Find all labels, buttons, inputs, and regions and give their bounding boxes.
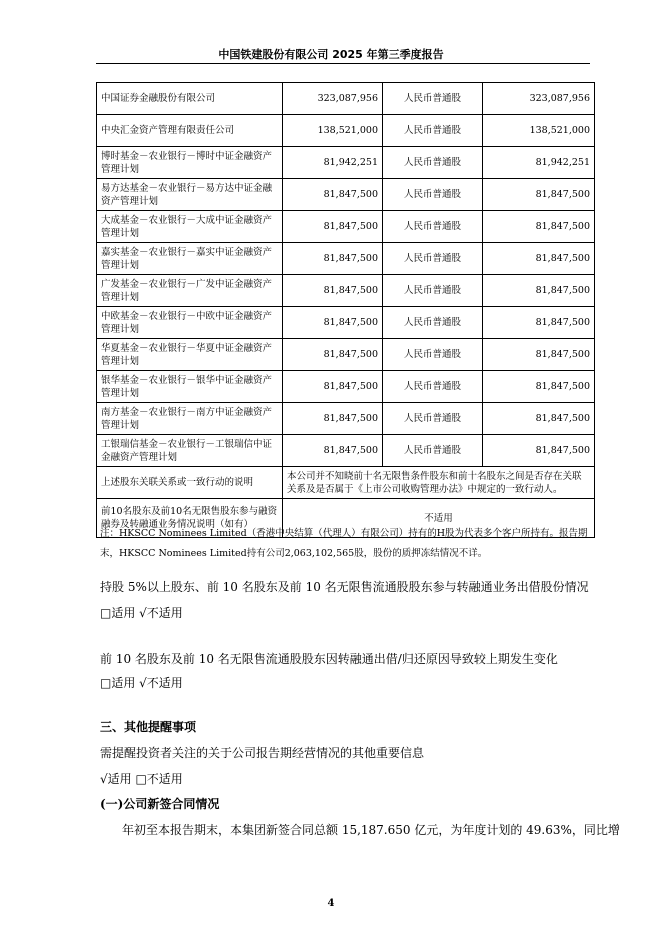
share-type: 人民币普通股 — [383, 243, 483, 275]
holder-name: 广发基金－农业银行－广发中证金融资产管理计划 — [97, 275, 283, 307]
table-row — [97, 403, 595, 435]
related-row — [97, 467, 595, 499]
table-row — [97, 275, 595, 307]
holder-shares: 81,847,500 — [283, 435, 383, 467]
share-type: 人民币普通股 — [383, 179, 483, 211]
share-type: 人民币普通股 — [383, 339, 483, 371]
share-count: 138,521,000 — [483, 115, 595, 147]
holder-name: 嘉实基金－农业银行－嘉实中证金融资产管理计划 — [97, 243, 283, 275]
holder-name: 工银瑞信基金－农业银行－工银瑞信中证金融资产管理计划 — [97, 435, 283, 467]
section3-body: 年初至本报告期末，本集团新签合同总额 15,187.650 亿元，为年度计划的 49.63%，同比增 — [122, 823, 620, 837]
table-note: 注：HKSCC Nominees Limited（香港中央结算（代理人）有限公司）持有的H股为代表多个客户所持有。报告期末，HKSCC Nominees Limited持有公司2,063,102,565股，股份的质押冻结情况不详。 — [100, 528, 588, 559]
holder-shares: 81,847,500 — [283, 307, 383, 339]
share-count: 81,847,500 — [483, 179, 595, 211]
table-row — [97, 147, 595, 179]
holder-name: 中国证券金融股份有限公司 — [97, 83, 283, 115]
section3-title: 三、其他提醒事项 — [100, 720, 197, 734]
holder-name: 易方达基金－农业银行－易方达中证金融资产管理计划 — [97, 179, 283, 211]
table-row — [97, 211, 595, 243]
related-text: 本公司并不知晓前十名无限售条件股东和前十名股东之间是否存在关联关系及是否属于《上市公司收购管理办法》中规定的一致行动人。 — [283, 467, 595, 499]
share-count: 81,847,500 — [483, 339, 595, 371]
section2-checkbox: □适用 √不适用 — [100, 676, 183, 690]
section3-subtitle: (一)公司新签合同情况 — [100, 797, 220, 811]
share-count: 81,847,500 — [483, 435, 595, 467]
share-count: 81,847,500 — [483, 371, 595, 403]
holder-name: 中欧基金－农业银行－中欧中证金融资产管理计划 — [97, 307, 283, 339]
section3-desc: 需提醒投资者关注的关于公司报告期经营情况的其他重要信息 — [100, 746, 425, 760]
holder-shares: 81,942,251 — [283, 147, 383, 179]
table-row — [97, 115, 595, 147]
holder-name: 大成基金－农业银行－大成中证金融资产管理计划 — [97, 211, 283, 243]
share-type: 人民币普通股 — [383, 403, 483, 435]
share-count: 81,847,500 — [483, 307, 595, 339]
section1-heading: 持股 5%以上股东、前 10 名股东及前 10 名无限售流通股股东参与转融通业务出借股份情况 — [100, 580, 589, 594]
table-row — [97, 83, 595, 115]
table-row — [97, 307, 595, 339]
share-count: 81,847,500 — [483, 211, 595, 243]
table-row — [97, 243, 595, 275]
holder-shares: 323,087,956 — [283, 83, 383, 115]
report-header: 中国铁建股份有限公司 2025 年第三季度报告 — [218, 48, 444, 61]
shareholders-table — [96, 82, 595, 538]
share-type: 人民币普通股 — [383, 275, 483, 307]
share-type: 人民币普通股 — [383, 115, 483, 147]
holder-shares: 138,521,000 — [283, 115, 383, 147]
table-row — [97, 371, 595, 403]
holder-shares: 81,847,500 — [283, 179, 383, 211]
holder-name: 中央汇金资产管理有限责任公司 — [97, 115, 283, 147]
holder-name: 博时基金－农业银行－博时中证金融资产管理计划 — [97, 147, 283, 179]
share-type: 人民币普通股 — [383, 307, 483, 339]
share-count: 323,087,956 — [483, 83, 595, 115]
share-type: 人民币普通股 — [383, 147, 483, 179]
holder-shares: 81,847,500 — [283, 243, 383, 275]
section2-heading: 前 10 名股东及前 10 名无限售流通股股东因转融通出借/归还原因导致较上期发生变化 — [100, 652, 558, 666]
section3-checkbox: √适用 □不适用 — [100, 772, 183, 786]
holder-name: 银华基金－农业银行－银华中证金融资产管理计划 — [97, 371, 283, 403]
table-body — [97, 83, 595, 467]
share-type: 人民币普通股 — [383, 435, 483, 467]
share-count: 81,847,500 — [483, 275, 595, 307]
section1-checkbox: □适用 √不适用 — [100, 606, 183, 620]
related-label: 上述股东关联关系或一致行动的说明 — [97, 467, 283, 499]
holder-shares: 81,847,500 — [283, 371, 383, 403]
share-count: 81,847,500 — [483, 403, 595, 435]
share-count: 81,847,500 — [483, 243, 595, 275]
header-divider — [96, 63, 590, 64]
table-row — [97, 339, 595, 371]
page-number: 4 — [327, 898, 335, 909]
margin-text: 不适用 — [283, 499, 595, 538]
holder-shares: 81,847,500 — [283, 339, 383, 371]
share-type: 人民币普通股 — [383, 211, 483, 243]
holder-name: 华夏基金－农业银行－华夏中证金融资产管理计划 — [97, 339, 283, 371]
share-type: 人民币普通股 — [383, 83, 483, 115]
holder-name: 南方基金－农业银行－南方中证金融资产管理计划 — [97, 403, 283, 435]
holder-shares: 81,847,500 — [283, 403, 383, 435]
holder-shares: 81,847,500 — [283, 211, 383, 243]
table-row — [97, 435, 595, 467]
share-count: 81,942,251 — [483, 147, 595, 179]
share-type: 人民币普通股 — [383, 371, 483, 403]
table-row — [97, 179, 595, 211]
margin-label: 前10名股东及前10名无限售股东参与融资融券及转融通业务情况说明（如有） — [97, 499, 283, 538]
holder-shares: 81,847,500 — [283, 275, 383, 307]
